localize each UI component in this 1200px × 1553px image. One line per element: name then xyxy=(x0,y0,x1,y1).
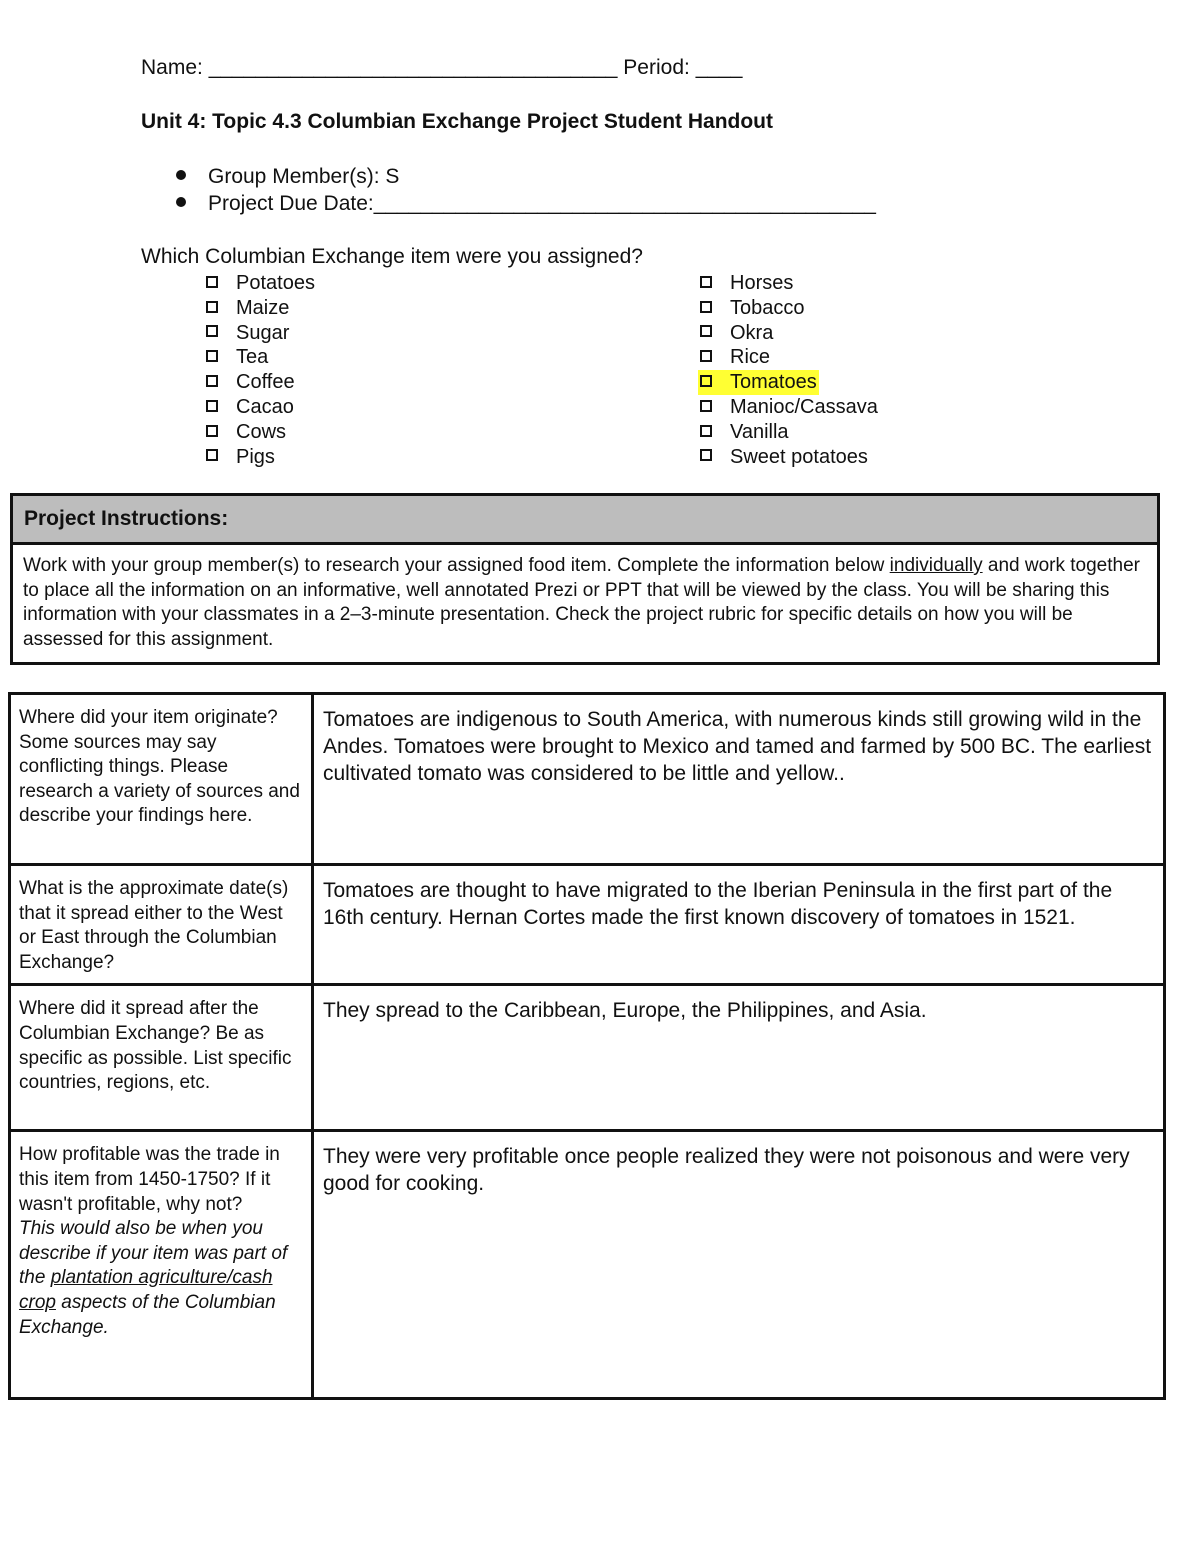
checkbox-icon[interactable] xyxy=(206,301,218,313)
answer-cell[interactable]: Tomatoes are thought to have migrated to the Iberian Peninsula in the first part of the 16th century. Hernan Cortes made the first known discovery of tomatoes in 1521. xyxy=(313,865,1165,985)
research-table xyxy=(8,692,1166,1400)
question-cell: How profitable was the trade in this item from 1450-1750? If it wasn't profitable, why not? This would also be when you describe if your item was part of the plantation agriculture/cash crop aspects of the Columbian Exchange. xyxy=(10,1131,313,1399)
checkbox-icon[interactable] xyxy=(700,325,712,337)
question-cell: Where did it spread after the Columbian Exchange? Be as specific as possible. List specific countries, regions, etc. xyxy=(10,985,313,1131)
plantation-note: This would also be when you describe if your item was part of the plantation agriculture/cash crop aspects of the Columbian Exchange. xyxy=(19,1218,288,1338)
table-row xyxy=(10,985,1165,1131)
option-maize[interactable]: Maize xyxy=(204,296,317,321)
option-horses[interactable]: Horses xyxy=(698,271,880,296)
answer-cell[interactable]: They were very profitable once people realized they were not poisonous and were very good for cooking. xyxy=(313,1131,1165,1399)
period-field[interactable]: ____ xyxy=(695,56,743,79)
bullet-icon xyxy=(176,170,186,180)
checkbox-icon[interactable] xyxy=(700,375,712,387)
options-left xyxy=(204,271,317,469)
table-row xyxy=(10,865,1165,985)
option-tea[interactable]: Tea xyxy=(204,345,317,370)
question-cell: What is the approximate date(s) that it spread either to the West or East through the Columbian Exchange? xyxy=(10,865,313,985)
checkbox-icon[interactable] xyxy=(206,350,218,362)
checkbox-icon[interactable] xyxy=(206,400,218,412)
checkbox-icon[interactable] xyxy=(700,301,712,313)
checkbox-icon[interactable] xyxy=(700,350,712,362)
name-field[interactable]: ___________________________________ xyxy=(208,56,618,79)
table-row xyxy=(10,1131,1165,1399)
checkbox-icon[interactable] xyxy=(206,449,218,461)
checkbox-icon[interactable] xyxy=(206,425,218,437)
option-okra[interactable]: Okra xyxy=(698,321,880,346)
project-instructions-box xyxy=(10,493,1160,665)
bullet-icon xyxy=(176,197,186,207)
highlighted-selection: Tomatoes xyxy=(698,370,819,395)
group-members: Group Member(s): S xyxy=(208,165,400,188)
answer-cell[interactable]: Tomatoes are indigenous to South America, with numerous kinds still growing wild in the Andes. Tomatoes were brought to Mexico and tamed and farmed by 500 BC. The earliest cultivated tomato was considered to be little and yellow.. xyxy=(313,694,1165,865)
instructions-text: Work with your group member(s) to research your assigned food item. Complete the information below individually and work together to place all the information on an informative, well annotated Prezi or PPT that will be viewed by the class. You will be sharing this information with your classmates in a 2–3-minute presentation. Check the project rubric for specific details on how you will be assessed for this assignment. xyxy=(23,555,1140,650)
option-tobacco[interactable]: Tobacco xyxy=(698,296,880,321)
checkbox-icon[interactable] xyxy=(206,276,218,288)
option-sweet-potatoes[interactable]: Sweet potatoes xyxy=(698,445,880,470)
option-pigs[interactable]: Pigs xyxy=(204,445,317,470)
option-coffee[interactable]: Coffee xyxy=(204,370,317,395)
option-rice[interactable]: Rice xyxy=(698,345,880,370)
name-period-line xyxy=(141,56,742,80)
project-info-list xyxy=(176,163,876,217)
question-cell: Where did your item originate? Some sources may say conflicting things. Please research a variety of sources and describe your findings here. xyxy=(10,694,313,865)
option-manioc-cassava[interactable]: Manioc/Cassava xyxy=(698,395,880,420)
checkbox-icon[interactable] xyxy=(206,375,218,387)
list-item xyxy=(176,163,876,190)
table-row xyxy=(10,694,1165,865)
name-label: Name: xyxy=(141,56,209,79)
underlined-text: individually xyxy=(889,555,983,576)
checkbox-icon[interactable] xyxy=(700,425,712,437)
options-right xyxy=(698,271,880,469)
option-tomatoes[interactable] xyxy=(698,370,880,395)
due-date: Project Due Date:___________________________________________ xyxy=(208,192,876,215)
page-title: Unit 4: Topic 4.3 Columbian Exchange Project Student Handout xyxy=(141,110,773,133)
option-potatoes[interactable]: Potatoes xyxy=(204,271,317,296)
option-cacao[interactable]: Cacao xyxy=(204,395,317,420)
instructions-heading: Project Instructions: xyxy=(13,496,1157,545)
period-label: Period: xyxy=(617,56,696,79)
checkbox-icon[interactable] xyxy=(700,276,712,288)
checkbox-icon[interactable] xyxy=(700,449,712,461)
option-cows[interactable]: Cows xyxy=(204,420,317,445)
answer-cell[interactable]: They spread to the Caribbean, Europe, the Philippines, and Asia. xyxy=(313,985,1165,1131)
assignment-question: Which Columbian Exchange item were you assigned? xyxy=(141,245,643,268)
list-item xyxy=(176,190,876,217)
option-vanilla[interactable]: Vanilla xyxy=(698,420,880,445)
checkbox-icon[interactable] xyxy=(206,325,218,337)
checkbox-icon[interactable] xyxy=(700,400,712,412)
option-sugar[interactable]: Sugar xyxy=(204,321,317,346)
